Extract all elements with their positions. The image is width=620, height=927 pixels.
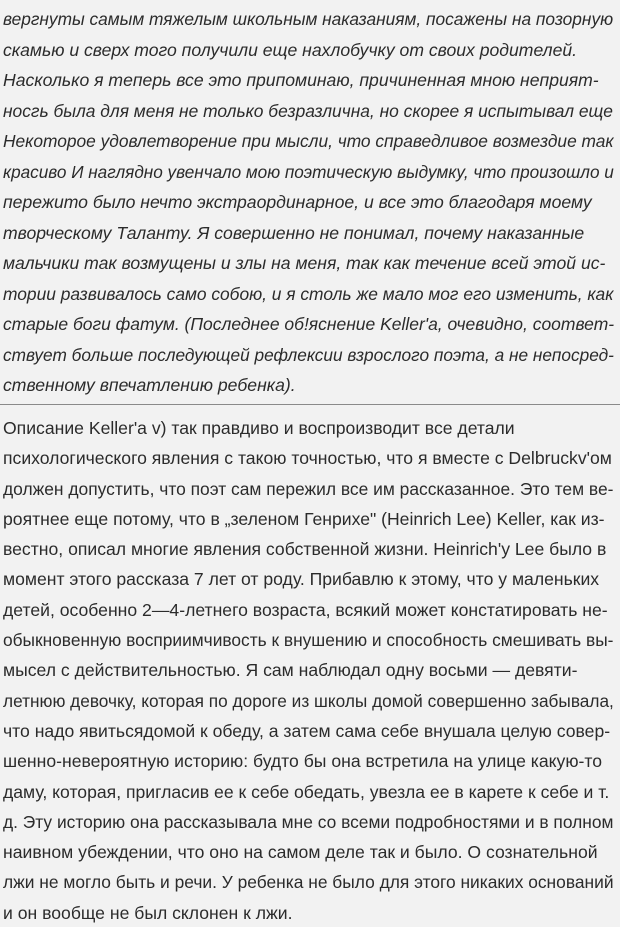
quote-line: ствует больше последующей рефлексии взрослого поэта, а не непосред- — [3, 344, 614, 365]
paragraph-line: должен допустить, что поэт сам пережил все им рассказанное. Это тем ве- — [3, 478, 614, 499]
main-paragraph — [3, 413, 617, 927]
paragraph-line: мысел с действительностью. Я сам наблюдал одну восьми — девяти- — [3, 660, 578, 681]
paragraph-line: наивном убеждении, что оно на самом деле так и было. О сознательной — [3, 842, 598, 863]
paragraph-line: д. Эту историю она рассказывала мне со всеми подробностями и в полном — [3, 811, 614, 832]
paragraph-line: Описание Keller'a v) так правдиво и воспроизводит все детали — [3, 418, 515, 438]
paragraph-line: шенно-невероятную историю: будто бы она встретила на улице какую-то — [3, 751, 603, 772]
paragraph-line: вестно, описал многие явления собственной жизни. Heinrich'y Lee было в — [3, 539, 607, 560]
quote-line: скамью и сверх того получили еще нахлобучку от своих родителей. — [3, 39, 578, 60]
quote-line: тории развивалось само собою, и я столь же мало мог его изменить, как — [3, 283, 614, 304]
quote-line: мальчики так возмущены и злы на меня, так как течение всей этой ис- — [3, 253, 606, 273]
quote-line: вергнуты самым тяжелым школьным наказаниям, посажены на позорную — [3, 9, 614, 29]
quote-line: творческому Таланту. Я совершенно не понимал, почему наказанные — [3, 222, 585, 243]
quote-line: Насколько я теперь все это припоминаю, причиненная мною неприят- — [3, 70, 599, 90]
quote-block — [3, 4, 617, 401]
quote-line: пережито было нечто экстраординарное, и все это благодаря моему — [3, 192, 592, 212]
paragraph-line: психологического явления с такою точностью, что я вместе с Delbruckv'ом — [3, 448, 612, 469]
quote-line: носгь была для меня не только безразлична, но скорее я испытывал еще — [3, 100, 613, 121]
paragraph-line: детей, особенно 2—4-летнего возраста, всякий может констатировать не- — [3, 599, 608, 620]
paragraph-line: даму, которая, пригласив ее к себе обедать, увезла ее в карете к себе и т. — [3, 781, 610, 802]
paragraph-line: лжи не могло быть и речи. У ребенка не было для этого никаких оснований — [3, 872, 614, 893]
quote-line: Некоторое удовлетворение при мысли, что справедливое возмездие так — [3, 131, 614, 151]
paragraph-line: момент этого рассказа 7 лет от роду. Прибавлю к этому, что у маленьких — [3, 569, 600, 590]
quote-line: старые боги фатум. (Последнее об!яснение Keller'a, очевидно, соответ- — [3, 314, 615, 334]
paragraph-line: обыкновенную восприимчивость к внушению и способность смешивать вы- — [3, 630, 614, 651]
quote-line: ственному впечатлению ребенка). — [3, 375, 296, 395]
quote-line: красиво И наглядно увенчало мою поэтическую выдумку, что произошло и — [3, 161, 614, 182]
paragraph-line: роятнее еще потому, что в „зеленом Генрихе" (Heinrich Lee) Keller, как из- — [3, 508, 605, 529]
section-divider — [0, 404, 620, 405]
paragraph-line: что надо явитьсядомой к обеду, а затем сама себе внушала целую совер- — [3, 720, 611, 741]
paragraph-line: и он вообще не был склонен к лжи. — [3, 902, 293, 923]
paragraph-line: летнюю девочку, которая по дороге из школы домой совершенно забывала, — [3, 690, 614, 711]
